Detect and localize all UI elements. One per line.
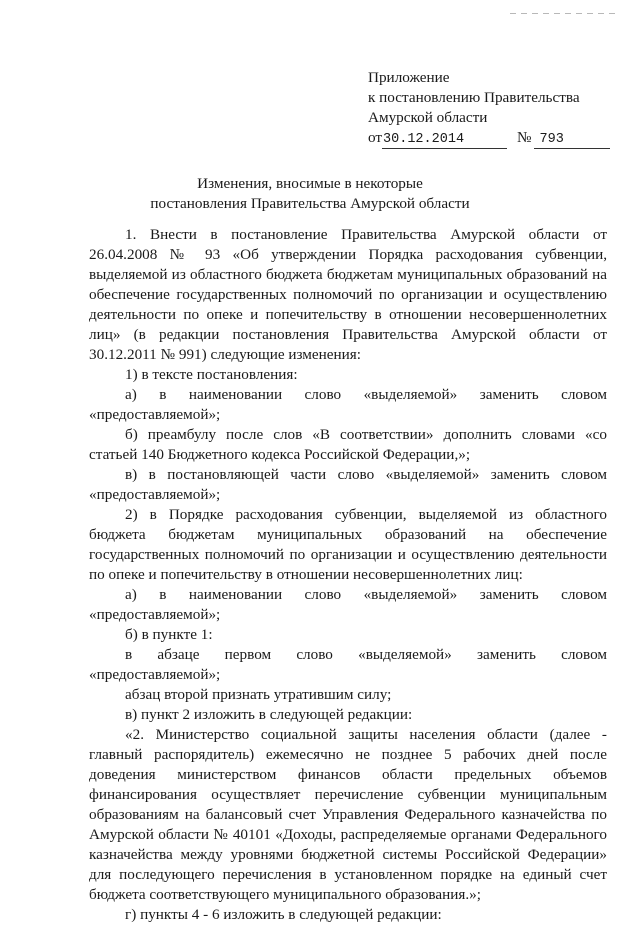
document-title (90, 174, 530, 214)
paragraph-4: б) преамбулу после слов «В соответствии» дополнить словами «со статьей 140 Бюджетного кодекса Российской Федерации,»; (89, 426, 607, 463)
paragraph-1: 1. Внести в постановление Правительства Амурской области от 26.04.2008 № 93 «Об утверждении Порядка расходования субвенции, выделяемой из областного бюджета бюджетам муниципальных образований на обеспечение государственных полномочий по организации и осуществлению деятельности по опеке и попечительству в отношении несовершеннолетних лиц» (в редакции постановления Правительства Амурской области от 30.12.2011 № 991) следующие изменения: (89, 226, 607, 363)
paragraph-3: а) в наименовании слово «выделяемой» заменить словом «предоставляемой»; (89, 386, 607, 423)
appendix-label: Приложение (368, 69, 450, 86)
resolution-date: 30.12.2014 (382, 132, 507, 149)
paragraph-13: г) пункты 4 - 6 изложить в следующей редакции: (125, 906, 442, 923)
paragraph-10: абзац второй признать утратившим силу; (125, 686, 392, 703)
appendix-resolution-line: к постановлению Правительства (368, 89, 580, 106)
title-line-2: постановления Правительства Амурской области (150, 195, 470, 212)
appendix-region-line: Амурской области (368, 109, 488, 126)
paragraph-8: б) в пункте 1: (125, 626, 213, 643)
appendix-header (368, 68, 618, 149)
title-line-1: Изменения, вносимые в некоторые (197, 175, 423, 192)
paragraph-6: 2) в Порядке расходования субвенции, выделяемой из областного бюджета бюджетам муниципальных образований на обеспечение государственных полномочий по организации и осуществлению деятельности по опеке и попечительству в отношении несовершеннолетних лиц: (89, 506, 607, 583)
paragraph-2: 1) в тексте постановления: (125, 366, 298, 383)
paragraph-7: а) в наименовании слово «выделяемой» заменить словом «предоставляемой»; (89, 586, 607, 623)
paragraph-5: в) в постановляющей части слово «выделяемой» заменить словом «предоставляемой»; (89, 466, 607, 503)
paragraph-11: в) пункт 2 изложить в следующей редакции: (125, 706, 413, 723)
document-body (89, 225, 607, 925)
scan-artifact (510, 13, 615, 14)
appendix-date-number-line (368, 128, 618, 149)
paragraph-12: «2. Министерство социальной защиты населения области (далее - главный распорядитель) ежемесячно не позднее 5 рабочих дней после доведения министерством финансов области предельных объемов финансирования осуществляет перечисление субвенции муниципальным образованиям на балансовый счет Управления Федерального казначейства по Амурской области № 40101 «Доходы, распределяемые органами Федерального казначейства между уровнями бюджетной системы Российской Федерации» для последующего перечисления в установленном порядке на единый счет бюджета соответствующего муниципального образования.»; (89, 726, 607, 903)
paragraph-9: в абзаце первом слово «выделяемой» заменить словом «предоставляемой»; (89, 646, 607, 683)
resolution-number: 793 (534, 132, 610, 149)
number-sign: № (517, 129, 532, 146)
date-prefix: от (368, 129, 383, 146)
